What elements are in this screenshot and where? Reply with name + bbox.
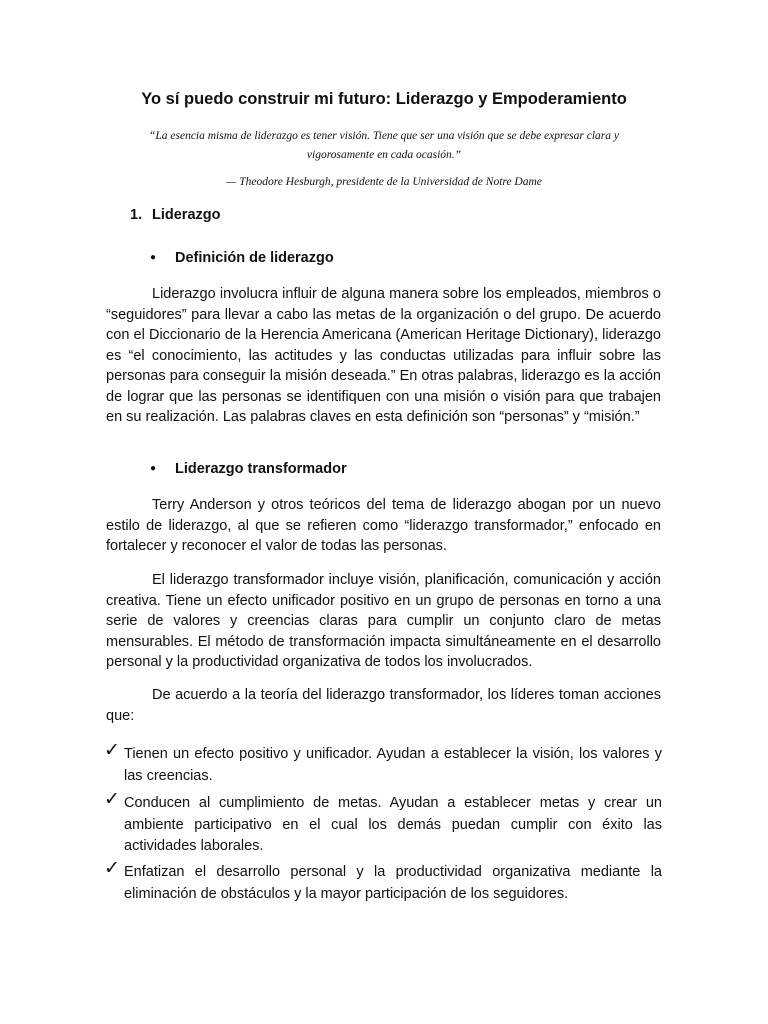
section-number: 1. — [130, 207, 143, 223]
checkmark-icon: ✓ — [104, 857, 120, 879]
paragraph-anderson: Terry Anderson y otros teóricos del tema de liderazgo abogan por un nuevo estilo de liderazgo, al que se refieren como “liderazgo transformador,” enfocado en fortalecer y reconocer el valor de todas las personas. — [106, 497, 661, 554]
bullet-icon: ● — [150, 252, 157, 263]
paragraph-definicion: Liderazgo involucra influir de alguna manera sobre los empleados, miembros o “seguidores” para llevar a cabo las metas de la organización o del grupo. De acuerdo con el Diccionario de la Herencia Americana (American Heritage Dictionary), liderazgo es “el conocimiento, las actitudes y las conductas utilizadas para influir sobre las personas para conseguir la misión deseada.” En otras palabras, liderazgo es la acción de lograr que las personas se identifiquen con una misión o visión para que trabajen en su realización. Las palabras claves en esta definición son “personas” y “misión.” — [106, 286, 661, 425]
subheading-label: Liderazgo transformador — [175, 461, 347, 477]
checkmark-icon: ✓ — [104, 788, 120, 810]
checklist-text: Enfatizan el desarrollo personal y la productividad organizativa mediante la eliminación de obstáculos y la mayor participación de los seguidores. — [124, 864, 662, 902]
subheading-label: Definición de liderazgo — [175, 250, 334, 266]
paragraph-acciones: De acuerdo a la teoría del liderazgo transformador, los líderes toman acciones que: — [106, 687, 661, 724]
bullet-icon: ● — [150, 463, 157, 474]
checklist-text: Conducen al cumplimiento de metas. Ayudan a establecer metas y crear un ambiente participativo en el cual los demás puedan cumplir con éxito las actividades laborales. — [124, 795, 662, 854]
paragraph-transformador: El liderazgo transformador incluye visión, planificación, comunicación y acción creativa. Tiene un efecto unificador positivo en un grupo de personas en torno a una serie de valores y creencias claras para cumplir un conjunto claro de metas mensurables. El método de transformación impacta simultáneamente en el desarrollo personal y la productividad organizativa de todos los involucrados. — [106, 572, 661, 670]
checklist-item — [104, 788, 662, 858]
subheading-definicion — [150, 250, 334, 266]
quote-attribution: — Theodore Hesburgh, presidente de la Universidad de Notre Dame — [226, 176, 542, 188]
document-title: Yo sí puedo construir mi futuro: Liderazgo y Empoderamiento — [141, 90, 627, 108]
epigraph-quote: “La esencia misma de liderazgo es tener visión. Tiene que ser una visión que se debe expresar clara y vigorosamente en cada ocasión.” — [148, 130, 620, 161]
section-title: Liderazgo — [152, 207, 221, 223]
checklist-item — [104, 739, 662, 787]
subheading-transformador — [150, 461, 347, 477]
checklist-item — [104, 857, 662, 905]
section-heading — [130, 207, 220, 223]
checklist-text: Tienen un efecto positivo y unificador. Ayudan a establecer la visión, los valores y las creencias. — [124, 746, 662, 784]
checkmark-icon: ✓ — [104, 739, 120, 761]
